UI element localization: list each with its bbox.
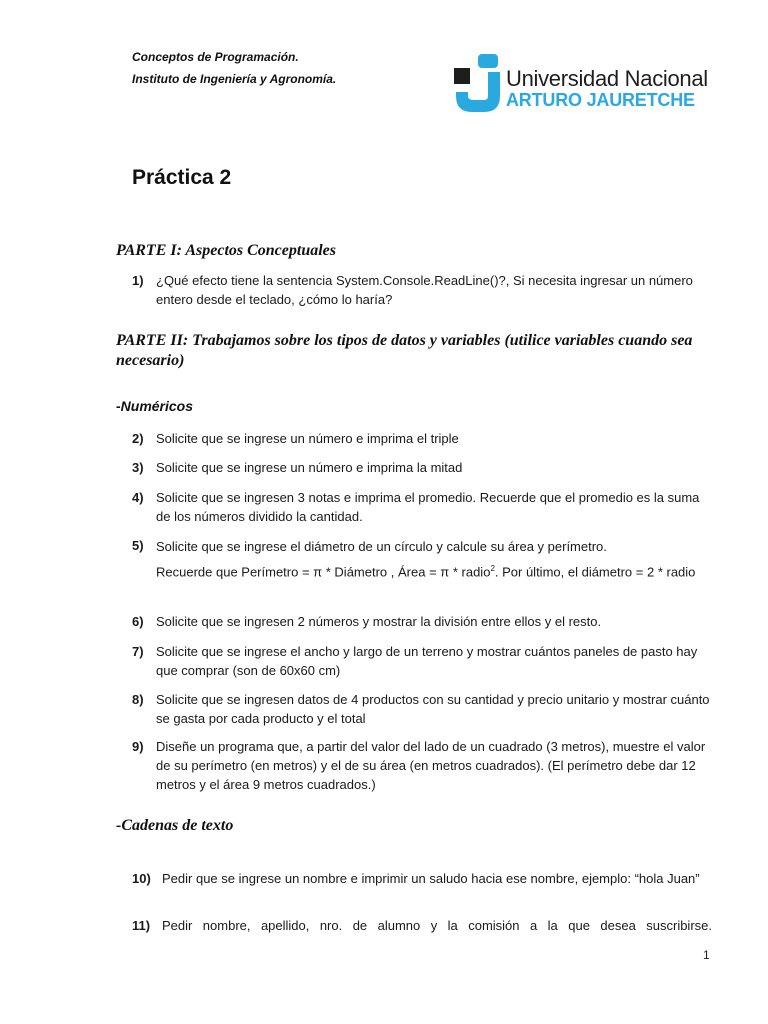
exercise-number: 11) xyxy=(132,918,151,933)
part1-heading: PARTE I: Aspectos Conceptuales xyxy=(116,242,336,259)
university-logo-icon xyxy=(454,52,504,114)
cadenas-heading: -Cadenas de texto xyxy=(116,817,234,834)
exercise-text: Diseñe un programa que, a partir del valor del lado de un cuadrado (3 metros), muestre el valor de su perímetro (en metros) y el de su área (en metros cuadrados). (El perímetro debe dar 12 metros y el área 9 metros cuadrados.) xyxy=(156,739,706,792)
exercise-text: ¿Qué efecto tiene la sentencia System.Console.ReadLine()?, Si necesita ingresar un número entero desde el teclado, ¿cómo lo haría? xyxy=(156,273,693,307)
institute-name: Instituto de Ingeniería y Agronomía. xyxy=(132,72,337,86)
exercise-text: Solicite que se ingrese el ancho y largo de un terreno y mostrar cuántos paneles de pasto hay que comprar (son de 60x60 cm) xyxy=(156,644,698,678)
exercise-text: Solicite que se ingresen 3 notas e imprima el promedio. Recuerde que el promedio es la suma de los números dividido la cantidad. xyxy=(156,490,700,524)
numericos-heading: -Numéricos xyxy=(116,398,194,414)
course-name: Conceptos de Programación. xyxy=(132,50,299,64)
page-title: Práctica 2 xyxy=(132,166,232,189)
exercise-text: Pedir que se ingrese un nombre e imprimir un saludo hacia ese nombre, ejemplo: “hola Juan” xyxy=(162,871,700,886)
part2-heading: PARTE II: Trabajamos sobre los tipos de datos y variables (utilice variables cuando sea necesario) xyxy=(116,332,693,369)
exercise-number: 10) xyxy=(132,871,151,886)
exercise-text: Solicite que se ingresen datos de 4 productos con su cantidad y precio unitario y mostrar cuánto se gasta por cada producto y el total xyxy=(156,692,710,726)
exercise-number: 6) xyxy=(132,614,144,629)
exercise-text: Solicite que se ingrese un número e imprima la mitad xyxy=(156,460,463,475)
exercise-number: 5) xyxy=(132,538,144,553)
exercise-text: Solicite que se ingresen 2 números y mostrar la división entre ellos y el resto. xyxy=(156,614,602,629)
exercise-number: 8) xyxy=(132,692,144,707)
university-logo xyxy=(454,52,714,114)
exercise-number: 3) xyxy=(132,460,144,475)
exercise-number: 2) xyxy=(132,431,144,446)
exercise-number: 1) xyxy=(132,273,144,288)
exercise-text: Pedir nombre, apellido, nro. de alumno y la comisión a la que desea suscribirse. xyxy=(162,918,712,933)
exercise-5-line2a: Recuerde que Perímetro = π * Diámetro , Área = π * radio xyxy=(156,564,491,580)
document-header xyxy=(132,46,336,90)
exercise-number: 9) xyxy=(132,739,144,754)
exercise-text xyxy=(156,536,712,583)
exercise-number: 4) xyxy=(132,490,144,505)
exercise-text: Solicite que se ingrese un número e imprima el triple xyxy=(156,431,459,446)
exercise-5-superscript: 2 xyxy=(490,564,495,573)
exercise-number: 7) xyxy=(132,644,144,659)
page-number: 1 xyxy=(703,948,710,962)
logo-university-subname: ARTURO JAURETCHE xyxy=(506,90,695,110)
exercise-5-line2b: . Por último, el diámetro = 2 * radio xyxy=(494,564,696,580)
logo-university-name: Universidad Nacional xyxy=(506,66,708,91)
exercise-5-line1: Solicite que se ingrese el diámetro de un círculo y calcule su área y perímetro. xyxy=(156,539,607,554)
